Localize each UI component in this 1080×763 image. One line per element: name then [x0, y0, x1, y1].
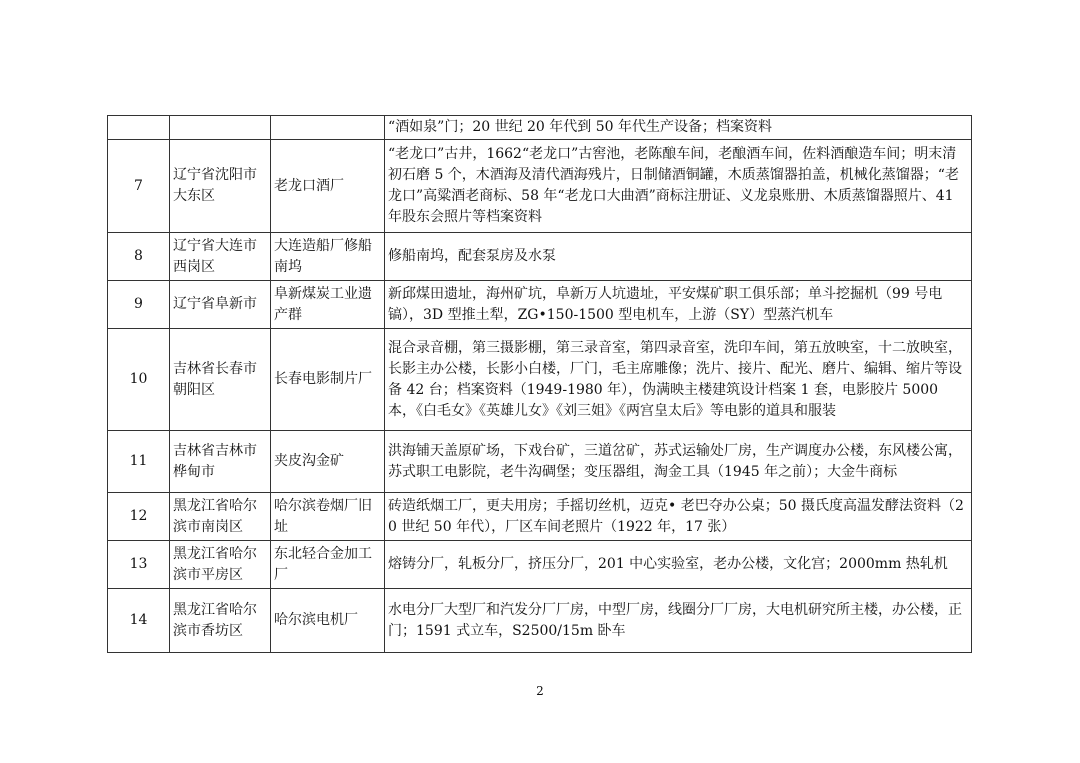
row-region: 黑龙江省哈尔滨市香坊区	[170, 589, 271, 653]
row-heritage-items: “酒如泉”门；20 世纪 20 年代到 50 年代生产设备；档案资料	[385, 116, 972, 140]
table-row	[108, 493, 972, 541]
row-number: 12	[108, 493, 170, 541]
row-site-name: 老龙口酒厂	[271, 140, 385, 233]
row-number: 11	[108, 431, 170, 493]
row-region: 黑龙江省哈尔滨市南岗区	[170, 493, 271, 541]
row-heritage-items: 砖造纸烟工厂，更夫用房；手摇切丝机，迈克• 老巴夺办公桌；50 摄氏度高温发酵法资料（20 世纪 50 年代），厂区车间老照片（1922 年，17 张）	[385, 493, 972, 541]
row-region	[170, 116, 271, 140]
row-site-name: 哈尔滨电机厂	[271, 589, 385, 653]
row-number: 9	[108, 281, 170, 329]
row-number: 7	[108, 140, 170, 233]
row-heritage-items: 熔铸分厂，轧板分厂，挤压分厂，201 中心实验室，老办公楼，文化宫；2000mm 热轧机	[385, 541, 972, 589]
row-site-name: 大连造船厂修船南坞	[271, 233, 385, 281]
row-site-name	[271, 116, 385, 140]
row-site-name: 夹皮沟金矿	[271, 431, 385, 493]
row-region: 吉林省吉林市桦甸市	[170, 431, 271, 493]
table-row	[108, 116, 972, 140]
row-heritage-items: 新邱煤田遗址，海州矿坑，阜新万人坑遗址，平安煤矿职工俱乐部；单斗挖掘机（99 号电镐），3D 型推土犁，ZG•150-1500 型电机车，上游（SY）型蒸汽机车	[385, 281, 972, 329]
table-row	[108, 541, 972, 589]
row-number: 13	[108, 541, 170, 589]
row-site-name: 东北轻合金加工厂	[271, 541, 385, 589]
row-heritage-items: 混合录音棚，第三摄影棚，第三录音室，第四录音室，洗印车间，第五放映室，十二放映室，长影主办公楼，长影小白楼，厂门，毛主席雕像；洗片、接片、配光、磨片、编辑、缩片等设备 42 台；档案资料（1949-1980 年），伪满映主楼建筑设计档案 1 套，电影胶片 5000 本，《白毛女》《英雄儿女》《刘三姐》《两宫皇太后》等电影的道具和服装	[385, 329, 972, 431]
row-heritage-items: 水电分厂大型厂和汽发分厂厂房，中型厂房，线圈分厂厂房，大电机研究所主楼，办公楼，正门；1591 式立车，S2500/15m 卧车	[385, 589, 972, 653]
row-number: 8	[108, 233, 170, 281]
row-number	[108, 116, 170, 140]
table-row	[108, 140, 972, 233]
table-row	[108, 329, 972, 431]
row-heritage-items: 洪海铺天盖原矿场，下戏台矿，三道岔矿，苏式运输处厂房，生产调度办公楼，东风楼公寓，苏式职工电影院，老牛沟碉堡；变压器组，淘金工具（1945 年之前）；大金牛商标	[385, 431, 972, 493]
page-number: 2	[536, 684, 544, 698]
table-row	[108, 281, 972, 329]
row-region: 黑龙江省哈尔滨市平房区	[170, 541, 271, 589]
row-number: 10	[108, 329, 170, 431]
row-site-name: 哈尔滨卷烟厂旧址	[271, 493, 385, 541]
table-row	[108, 233, 972, 281]
row-region: 辽宁省沈阳市大东区	[170, 140, 271, 233]
row-region: 辽宁省阜新市	[170, 281, 271, 329]
row-heritage-items: “老龙口”古井，1662“老龙口”古窖池，老陈酿车间，老酿酒车间，佐料酒酿造车间；明末清初石磨 5 个，木酒海及清代酒海残片，日制储酒铜罐，木质蒸馏器拍盖，机械化蒸馏器；“老龙口”高粱酒老商标、58 年“老龙口大曲酒”商标注册证、义龙泉账册、木质蒸馏器照片、41 年股东会照片等档案资料	[385, 140, 972, 233]
row-site-name: 长春电影制片厂	[271, 329, 385, 431]
row-region: 吉林省长春市朝阳区	[170, 329, 271, 431]
table-row	[108, 431, 972, 493]
row-number: 14	[108, 589, 170, 653]
row-region: 辽宁省大连市西岗区	[170, 233, 271, 281]
row-heritage-items: 修船南坞，配套泵房及水泵	[385, 233, 972, 281]
row-site-name: 阜新煤炭工业遗产群	[271, 281, 385, 329]
table-row	[108, 589, 972, 653]
heritage-list-table	[107, 115, 972, 653]
